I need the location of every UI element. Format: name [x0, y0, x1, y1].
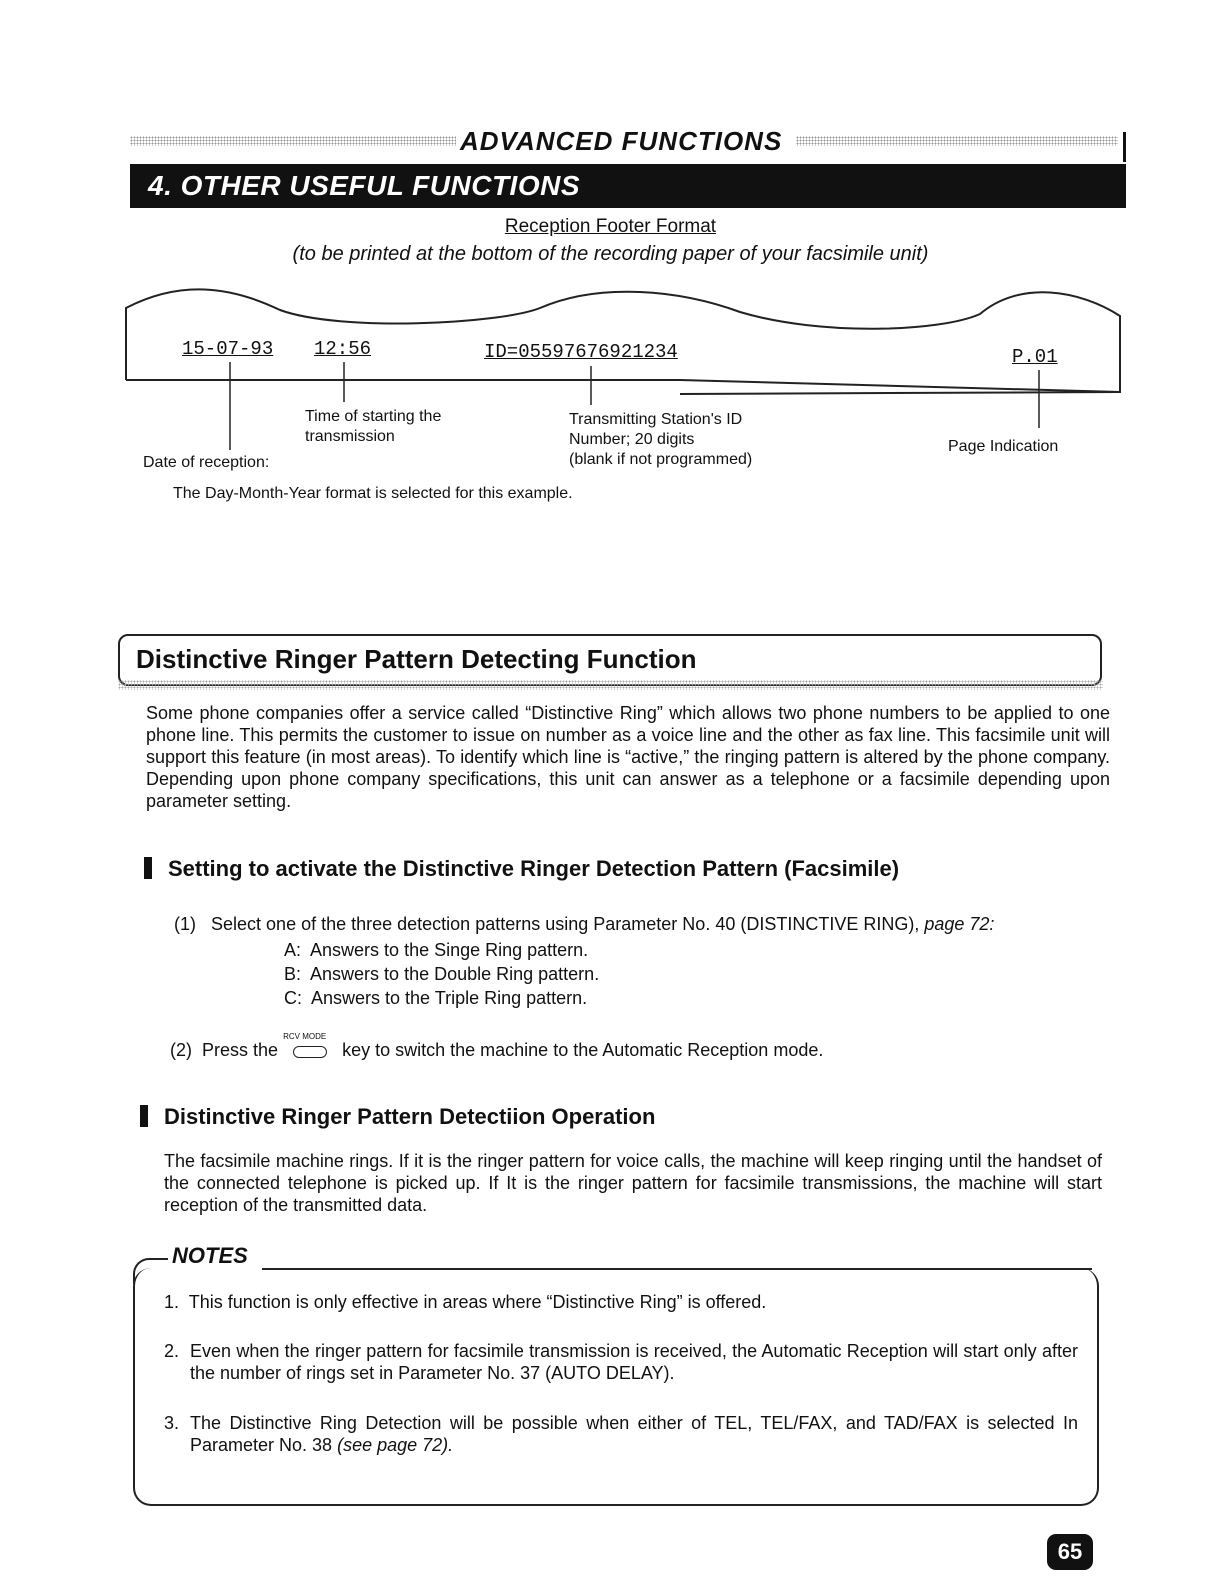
heading-shadow: [118, 680, 1103, 690]
distinctive-heading: Distinctive Ringer Pattern Detecting Function: [136, 644, 697, 674]
callout-lines: [0, 0, 1221, 480]
notes-corner: [133, 1258, 171, 1284]
label-time: Time of starting the transmission: [305, 408, 442, 445]
distinctive-heading-box: [118, 634, 1102, 686]
notes-rule: [262, 1268, 1092, 1270]
sample-id: ID=05597676921234: [484, 341, 678, 363]
label-id: Transmitting Station's ID Number; 20 digits (blank if not programmed): [569, 411, 753, 468]
operation-heading: Distinctive Ringer Pattern Detectiion Operation: [140, 1104, 655, 1130]
note-3: 3. The Distinctive Ring Detection will be possible when either of TEL, TEL/FAX, and TAD/FAX is selected In Parameter No. 38 (see page 72).: [164, 1413, 1078, 1455]
sample-time: 12:56: [314, 338, 372, 360]
setting-heading: Setting to activate the Distinctive Ringer Detection Pattern (Facsimile): [144, 856, 899, 882]
heading-marker: [140, 1105, 148, 1127]
distinctive-intro: Some phone companies offer a service called “Distinctive Ring” which allows two phone numbers to be applied to one phone line. This permits the customer to issue on number as a voice line and the other as fax line. This facsimile unit will support this feature (in most areas). To identify which line is “active,” the ringing pattern is altered by the phone company. Depending upon phone company specifications, this unit can answer as a telephone or a facsimile depending upon parameter setting.: [146, 703, 1110, 811]
footer-format-subtitle: (to be printed at the bottom of the recording paper of your facsimile unit): [292, 243, 929, 265]
option-a: A: Answers to the Singe Ring pattern.: [284, 940, 589, 960]
label-page: Page Indication: [948, 438, 1059, 455]
option-c: C: Answers to the Triple Ring pattern.: [284, 988, 588, 1008]
rcv-mode-key-icon: RCV MODE: [283, 1038, 337, 1058]
note-2: 2. Even when the ringer pattern for facsimile transmission is received, the Automatic Reception will start only after the number of rings set in Parameter No. 37 (AUTO DELAY).: [164, 1341, 1078, 1383]
sample-date: 15-07-93: [182, 338, 274, 360]
chapter-title: ADVANCED FUNCTIONS: [460, 126, 783, 156]
step-2: (2) Press the RCV MODE key to switch the machine to the Automatic Reception mode.: [170, 1032, 824, 1060]
page-number: 65: [1047, 1534, 1093, 1570]
section-title: 4. OTHER USEFUL FUNCTIONS: [148, 170, 581, 201]
operation-text: The facsimile machine rings. If it is the ringer pattern for voice calls, the machine will keep ringing until the handset of the connected telephone is picked up. If It is the ringer pattern for facsimile transmissions, the machine will start reception of the transmitted data.: [164, 1151, 1102, 1215]
sample-page: P.01: [1012, 346, 1058, 368]
heading-marker: [144, 857, 152, 879]
format-note: The Day-Month-Year format is selected for this example.: [173, 485, 573, 502]
option-b: B: Answers to the Double Ring pattern.: [284, 964, 600, 984]
notes-title: NOTES: [168, 1243, 252, 1269]
footer-format-title: Reception Footer Format: [504, 216, 717, 237]
note-1: 1. This function is only effective in areas where “Distinctive Ring” is offered.: [164, 1292, 767, 1312]
label-date: Date of reception:: [143, 454, 270, 471]
step-1: (1) Select one of the three detection patterns using Parameter No. 40 (DISTINCTIVE RING), page 72:: [174, 914, 995, 934]
